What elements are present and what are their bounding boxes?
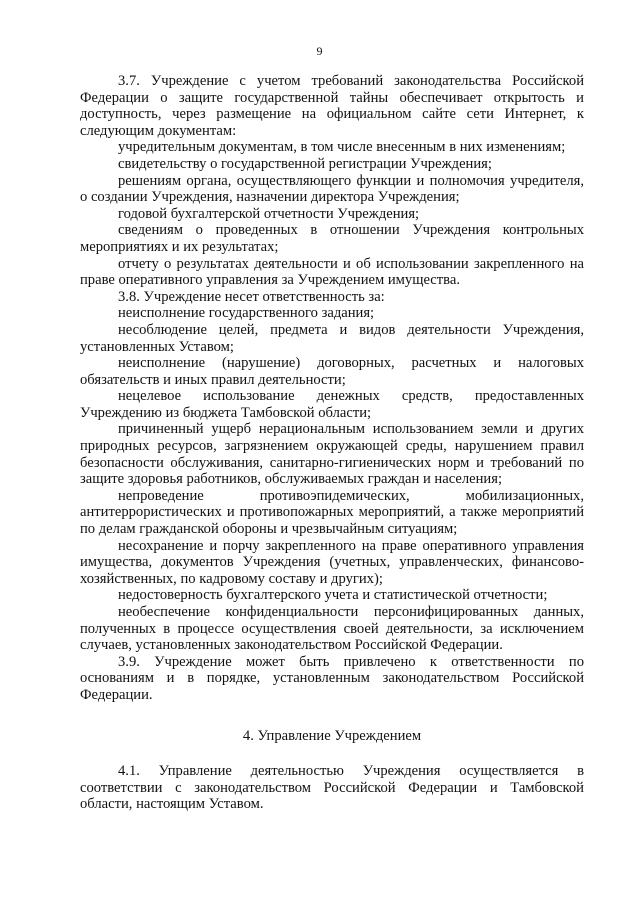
list-item: решениям органа, осуществляющего функции и полномочия учредителя, о создании Учреждения, назначении директора Учреждения; (80, 172, 584, 206)
list-item: неисполнение государственного задания; (118, 305, 375, 322)
paragraph-3-7: 3.7. Учреждение с учетом требований законодательства Российской Федерации о защите государственной тайны обеспечивает открытость и доступность, через размещение на официальном сайте сети Интернет, к следующим документам: (80, 73, 584, 139)
list-item: учредительным документам, в том числе внесенным в них изменениям; (118, 139, 566, 156)
list-item: причиненный ущерб нерациональным использованием земли и других природных ресурсов, загрязнением окружающей среды, нарушением правил безопасности обслуживания, санитарно-гигиенических норм и требований по защите здоровья работников, обслуживаемых граждан и населения; (80, 421, 584, 488)
list-item: годовой бухгалтерской отчетности Учреждения; (118, 205, 420, 222)
paragraph-3-8: 3.8. Учреждение несет ответственность за: (118, 288, 385, 305)
list-item: сведениям о проведенных в отношении Учреждения контрольных мероприятиях и их результатах; (80, 222, 584, 255)
list-item: отчету о результатах деятельности и об использовании закрепленного на праве оперативного управления за Учреждением имущества. (80, 255, 584, 289)
paragraph-4-1: 4.1. Управление деятельностью Учреждения осуществляется в соответствии с законодательством Российской Федерации и Тамбовской области, настоящим Уставом. (80, 763, 584, 813)
list-item: свидетельству о государственной регистрации Учреждения; (118, 155, 492, 172)
page-number: 9 (316, 44, 323, 58)
list-item: несохранение и порчу закрепленного на праве оперативного управления имущества, документов Учреждения (учетных, управленческих, финансово-хозяйственных, по кадровому составу и других); (80, 537, 584, 587)
paragraph-3-9: 3.9. Учреждение может быть привлечено к ответственности по основаниям и в порядке, установленным законодательством Российской Федерации. (80, 653, 584, 703)
list-item: нецелевое использование денежных средств, предоставленных Учреждению из бюджета Тамбовской области; (80, 388, 584, 421)
list-item: недостоверность бухгалтерского учета и статистической отчетности; (118, 587, 548, 604)
list-item: неисполнение (нарушение) договорных, расчетных и налоговых обязательств и иных правил деятельности; (80, 355, 584, 388)
document-body (80, 73, 584, 813)
section-heading: 4. Управление Учреждением (242, 727, 422, 744)
list-item: необеспечение конфиденциальности персонифицированных данных, полученных в процессе осуществления своей деятельности, за исключением случаев, установленных законодательством Российской Федерации. (80, 604, 584, 654)
list-item: непроведение противоэпидемических, мобилизационных, антитеррористических и противопожарных мероприятий, а также мероприятий по делам гражданской обороны и чрезвычайным ситуациям; (80, 487, 584, 538)
list-item: несоблюдение целей, предмета и видов деятельности Учреждения, установленных Уставом; (80, 321, 584, 355)
